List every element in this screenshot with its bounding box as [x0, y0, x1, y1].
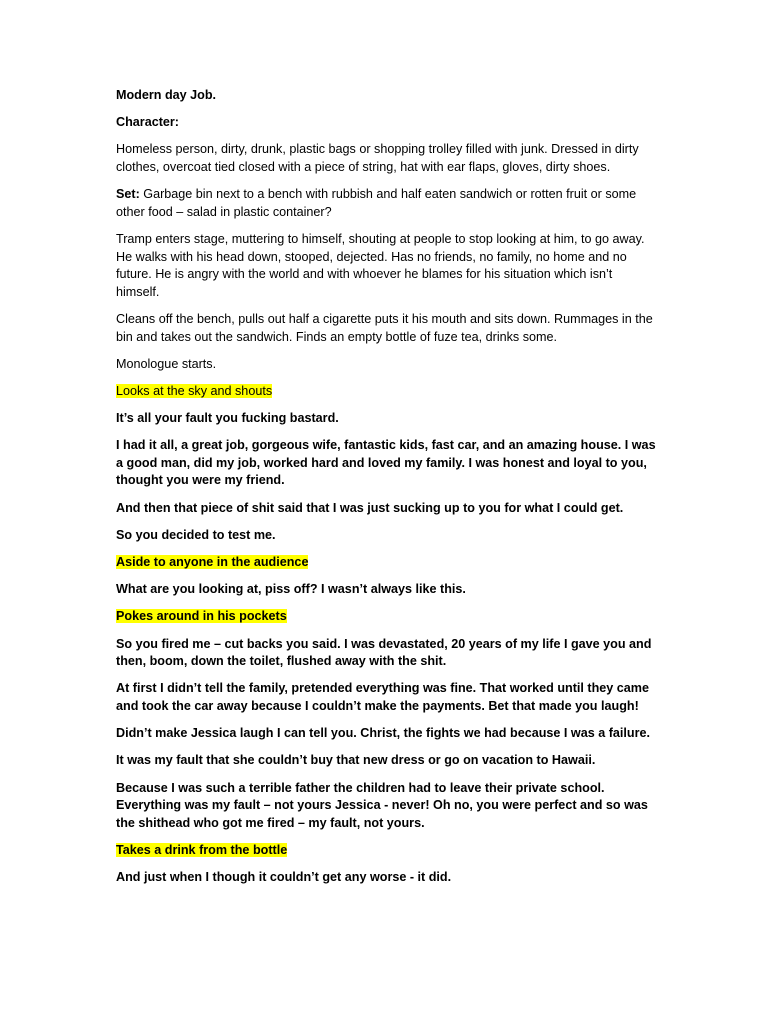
stage-direction-aside [116, 554, 656, 572]
line-new-dress: It was my fault that she couldn’t buy that new dress or go on vacation to Hawaii. [116, 753, 596, 768]
line-piece-of-shit: And then that piece of shit said that I was just sucking up to you for what I could get. [116, 500, 624, 515]
character-heading: Character: [116, 115, 179, 130]
cleans-bench-paragraph: Cleans off the bench, pulls out half a cigarette puts it his mouth and sits down. Rummages in the bin and takes out the sandwich. Finds an empty bottle of fuze tea, drinks some. [116, 311, 653, 344]
line-private-school: Because I was such a terrible father the children had to leave their private school. Everything was my fault – not yours Jessica - never! Oh no, you were perfect and so was the shithead who got me fired – my fault, not yours. [116, 780, 648, 830]
stage-direction-sky [116, 383, 656, 401]
set-paragraph [116, 186, 656, 221]
line-your-fault: It’s all your fault you fucking bastard. [116, 411, 339, 426]
line-jessica-laugh: Didn’t make Jessica laugh I can tell you. Christ, the fights we had because I was a failure. [116, 726, 650, 741]
stage-direction-drink-text: Takes a drink from the bottle [116, 842, 288, 857]
line-test-me: So you decided to test me. [116, 527, 276, 542]
document-title: Modern day Job. [116, 88, 217, 102]
character-description: Homeless person, dirty, drunk, plastic bags or shopping trolley filled with junk. Dressed in dirty clothes, overcoat tied closed with a piece of string, hat with ear flaps, gloves, dirty shoes. [116, 142, 639, 174]
line-had-it-all: I had it all, a great job, gorgeous wife, fantastic kids, fast car, and an amazing house. I was a good man, did my job, worked hard and loved my family. I was honest and loyal to you, thought you were my friend. [116, 438, 656, 488]
stage-direction-aside-text: Aside to anyone in the audience [116, 555, 309, 569]
stage-direction-sky-text: Looks at the sky and shouts [116, 383, 273, 398]
line-looking-at: What are you looking at, piss off? I wasn’t always like this. [116, 582, 466, 597]
document-page [116, 87, 656, 896]
line-any-worse: And just when I though it couldn’t get any worse - it did. [116, 870, 452, 885]
stage-direction-pokes-text: Pokes around in his pockets [116, 609, 287, 624]
tramp-enters-paragraph: Tramp enters stage, muttering to himself, shouting at people to stop looking at him, to go away. He walks with his head down, stooped, dejected. Has no friends, no family, no home and no future. He is angry with the world and with whoever he blames for his situation which isn’t himself. [116, 231, 645, 299]
line-fired-me: So you fired me – cut backs you said. I was devastated, 20 years of my life I gave you and then, boom, down the toilet, flushed away with the shit. [116, 636, 652, 669]
set-description: Garbage bin next to a bench with rubbish and half eaten sandwich or rotten fruit or some other food – salad in plastic container? [116, 187, 637, 219]
line-at-first: At first I didn’t tell the family, pretended everything was fine. That worked until they came and took the car away because I couldn’t make the payments. Bet that made you laugh! [116, 681, 649, 713]
monologue-starts: Monologue starts. [116, 356, 217, 371]
stage-direction-pokes [116, 608, 656, 626]
stage-direction-drink [116, 842, 656, 860]
set-label: Set: [116, 187, 140, 202]
